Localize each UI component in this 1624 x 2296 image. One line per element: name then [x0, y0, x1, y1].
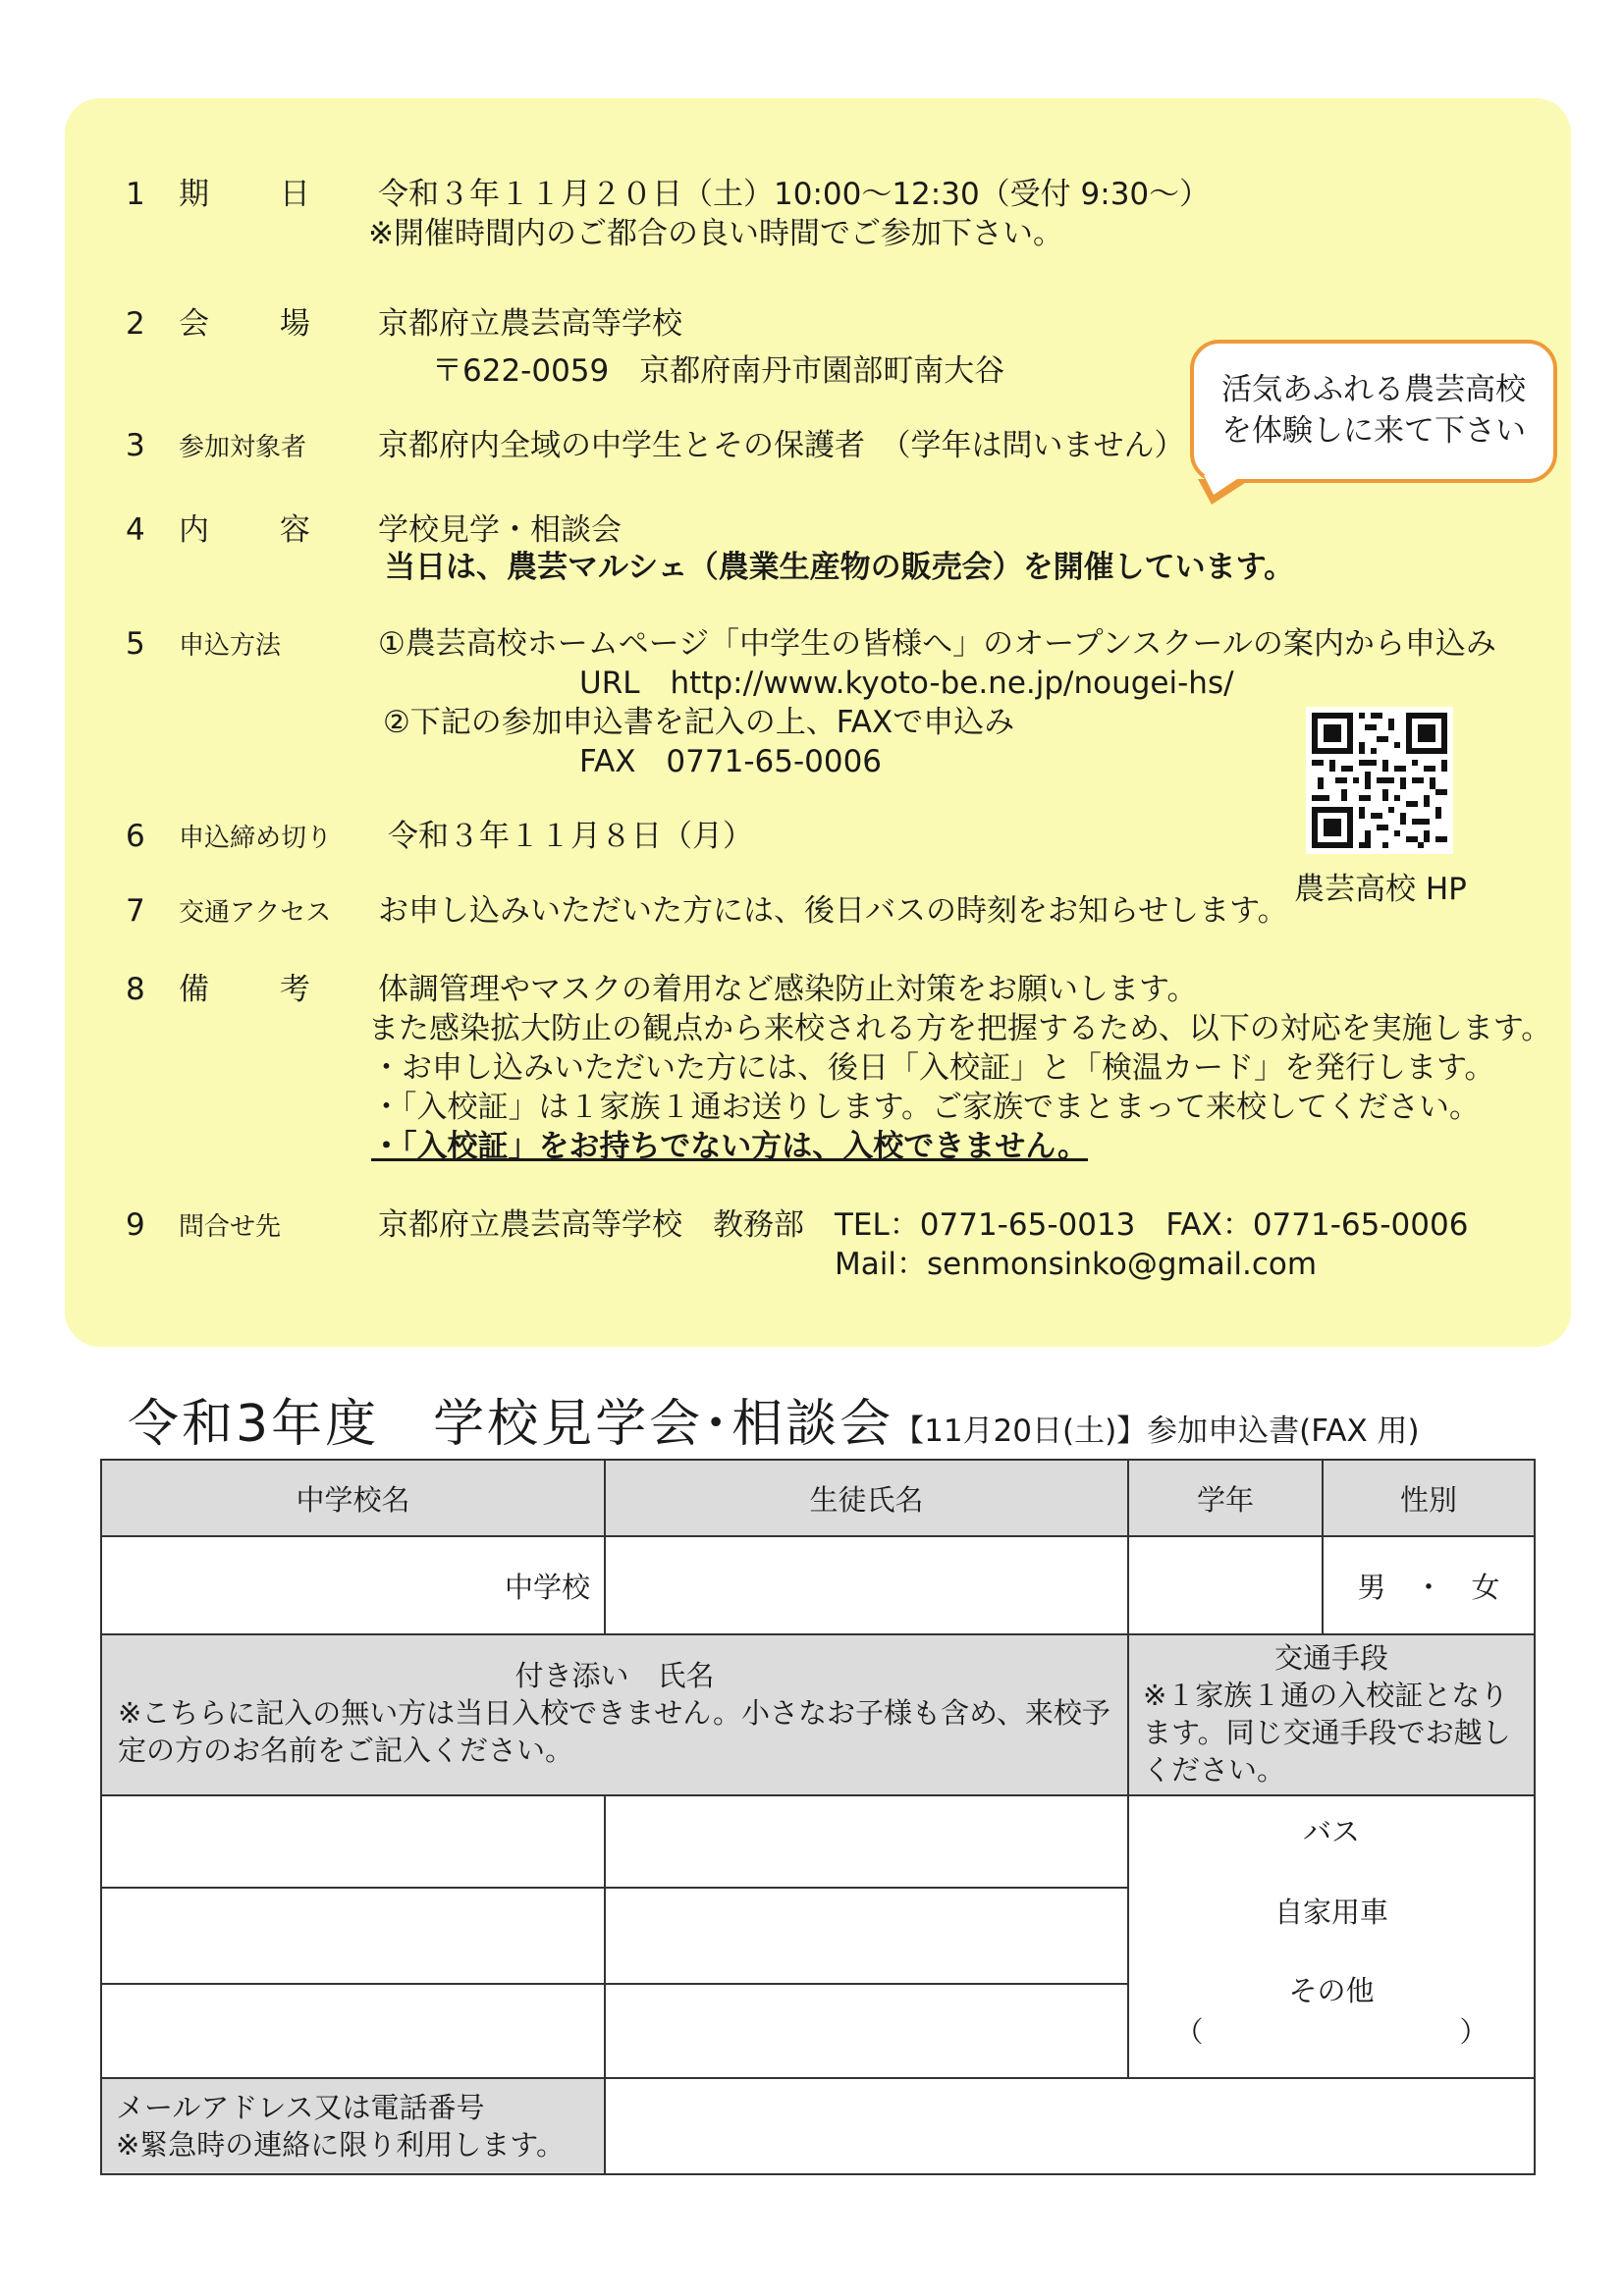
grade-field[interactable]: [1127, 1535, 1324, 1635]
transport-option-bus[interactable]: バス: [1302, 1815, 1360, 1848]
companion-name-field-2a[interactable]: [100, 1887, 606, 1985]
header-grade: [1127, 1459, 1324, 1537]
item-label: 期 日: [179, 177, 310, 212]
header-student-label: 生徒氏名: [809, 1482, 924, 1517]
companion-name-field-1a[interactable]: [100, 1794, 606, 1889]
gender-field[interactable]: [1322, 1535, 1536, 1635]
deadline-value: 令和３年１１月８日（月）: [388, 819, 753, 854]
gender-options: 男 ・ 女: [1357, 1570, 1500, 1604]
item-label: 申込方法: [179, 631, 282, 661]
school-suffix: 中学校: [504, 1570, 590, 1604]
info-item-contact: [126, 1205, 281, 1247]
header-student: [604, 1459, 1129, 1537]
item-label: 問合せ先: [179, 1212, 282, 1242]
contact-note: ※緊急時の連絡に限り利用します。: [116, 2128, 565, 2162]
contact-line: 京都府立農芸高等学校 教務部 TEL：0771-65-0013 FAX：0771-65-0006: [378, 1207, 1469, 1243]
companion-title: 付き添い 氏名: [514, 1659, 715, 1692]
date-value: 令和３年１１月２０日（土）10:00～12:30（受付 9:30～）: [378, 177, 1211, 212]
date-note: ※開催時間内のご都合の良い時間でご参加下さい。: [368, 216, 1063, 251]
item-number: 5: [126, 626, 145, 662]
item-number: 2: [126, 306, 145, 342]
qr-caption: 農芸高校 HP: [1294, 872, 1467, 907]
form-title-sub: 【11月20日(土)】参加申込書(FAX 用): [893, 1414, 1420, 1449]
content-value: 学校見学・相談会: [378, 512, 622, 548]
bubble-tail-inner: [1204, 475, 1243, 495]
header-grade-label: 学年: [1196, 1482, 1254, 1517]
item-label: 備 考: [179, 972, 310, 1007]
companion-name-field-3a[interactable]: [100, 1983, 606, 2079]
info-item-target: [126, 426, 306, 467]
transport-note: ※１家族１通の入校証となります。同じ交通手段でお越しください。: [1143, 1679, 1511, 1787]
item-number: 6: [126, 819, 145, 854]
header-gender-label: 性別: [1399, 1482, 1457, 1517]
bubble-line-1: 活気あふれる農芸高校: [1221, 372, 1526, 407]
item-number: 1: [126, 177, 145, 212]
notes-line-2: また感染拡大防止の観点から来校される方を把握するため、以下の対応を実施します。: [368, 1011, 1552, 1046]
transport-options: [1127, 1794, 1536, 2079]
companion-name-field-3b[interactable]: [604, 1983, 1129, 2079]
venue-address: 〒622-0059 京都府南丹市園部町南大谷: [432, 353, 1005, 389]
apply-method-1: ①農芸高校ホームページ「中学生の皆様へ」のオープンスクールの案内から申込み: [378, 626, 1496, 662]
item-label: 申込締め切り: [179, 824, 333, 853]
item-label: 会 場: [179, 306, 310, 342]
apply-url[interactable]: URL http://www.kyoto-be.ne.jp/nougei-hs/: [579, 666, 1234, 701]
transport-option-other[interactable]: その他: [1288, 1974, 1375, 2007]
content-marche: 当日は、農芸マルシェ（農業生産物の販売会）を開催しています。: [385, 550, 1295, 585]
info-item-apply: [126, 624, 281, 666]
companion-header: [100, 1633, 1129, 1796]
apply-method-2: ②下記の参加申込書を記入の上、FAXで申込み: [383, 705, 1015, 740]
companion-note: ※こちらに記入の無い方は当日入校できません。小さなお子様も含め、来校予定の方のお名前をご記入ください。: [118, 1696, 1110, 1767]
apply-fax: FAX 0771-65-0006: [579, 744, 883, 779]
speech-bubble: [1190, 340, 1557, 483]
access-value: お申し込みいただいた方には、後日バスの時刻をお知らせします。: [378, 893, 1288, 929]
info-item-notes: [126, 970, 310, 1009]
contact-field[interactable]: [604, 2077, 1536, 2175]
target-value: 京都府内全域の中学生とその保護者 （学年は問いません）: [378, 428, 1185, 463]
info-item-deadline: [126, 817, 332, 858]
info-item-date: [126, 175, 310, 214]
notes-line-5: ・「入校証」をお持ちでない方は、入校できません。: [371, 1129, 1089, 1164]
transport-title: 交通手段: [1273, 1641, 1388, 1675]
form-title: [128, 1382, 1420, 1456]
qr-code-icon[interactable]: [1306, 707, 1453, 854]
header-school: [100, 1459, 606, 1537]
info-item-access: [126, 891, 331, 933]
venue-name: 京都府立農芸高等学校: [378, 306, 682, 342]
contact-header: [100, 2077, 606, 2175]
item-number: 8: [126, 972, 145, 1007]
notes-line-1: 体調管理やマスクの着用など感染防止対策をお願いします。: [378, 972, 1198, 1007]
item-number: 3: [126, 428, 145, 463]
info-item-content: [126, 510, 310, 550]
notes-line-3: ・お申し込みいただいた方には、後日「入校証」と「検温カード」を発行します。: [371, 1050, 1495, 1086]
item-label: 参加対象者: [179, 433, 307, 462]
transport-other-paren[interactable]: （ ）: [1174, 2015, 1489, 2049]
student-name-field[interactable]: [604, 1535, 1129, 1635]
item-number: 7: [126, 893, 145, 929]
companion-name-field-2b[interactable]: [604, 1887, 1129, 1985]
application-form-table: [100, 1459, 1536, 2175]
info-item-venue: [126, 304, 310, 344]
transport-header: [1127, 1633, 1536, 1796]
item-number: 4: [126, 512, 145, 548]
contact-mail[interactable]: Mail：senmonsinko@gmail.com: [835, 1247, 1318, 1282]
transport-option-car[interactable]: 自家用車: [1273, 1896, 1388, 1929]
companion-name-field-1b[interactable]: [604, 1794, 1129, 1889]
form-title-main: 令和3年度 学校見学会･相談会: [128, 1395, 894, 1454]
school-name-field[interactable]: [100, 1535, 606, 1635]
header-gender: [1322, 1459, 1536, 1537]
item-number: 9: [126, 1207, 145, 1243]
bubble-line-2: を体験しに来て下さい: [1221, 413, 1526, 449]
notes-line-4: ・「入校証」は１家族１通お送りします。ご家族でまとまって来校してください。: [371, 1090, 1481, 1125]
contact-label: メールアドレス又は電話番号: [116, 2091, 485, 2124]
header-school-label: 中学校名: [296, 1482, 410, 1517]
item-label: 内 容: [179, 512, 310, 548]
item-label: 交通アクセス: [179, 898, 332, 928]
